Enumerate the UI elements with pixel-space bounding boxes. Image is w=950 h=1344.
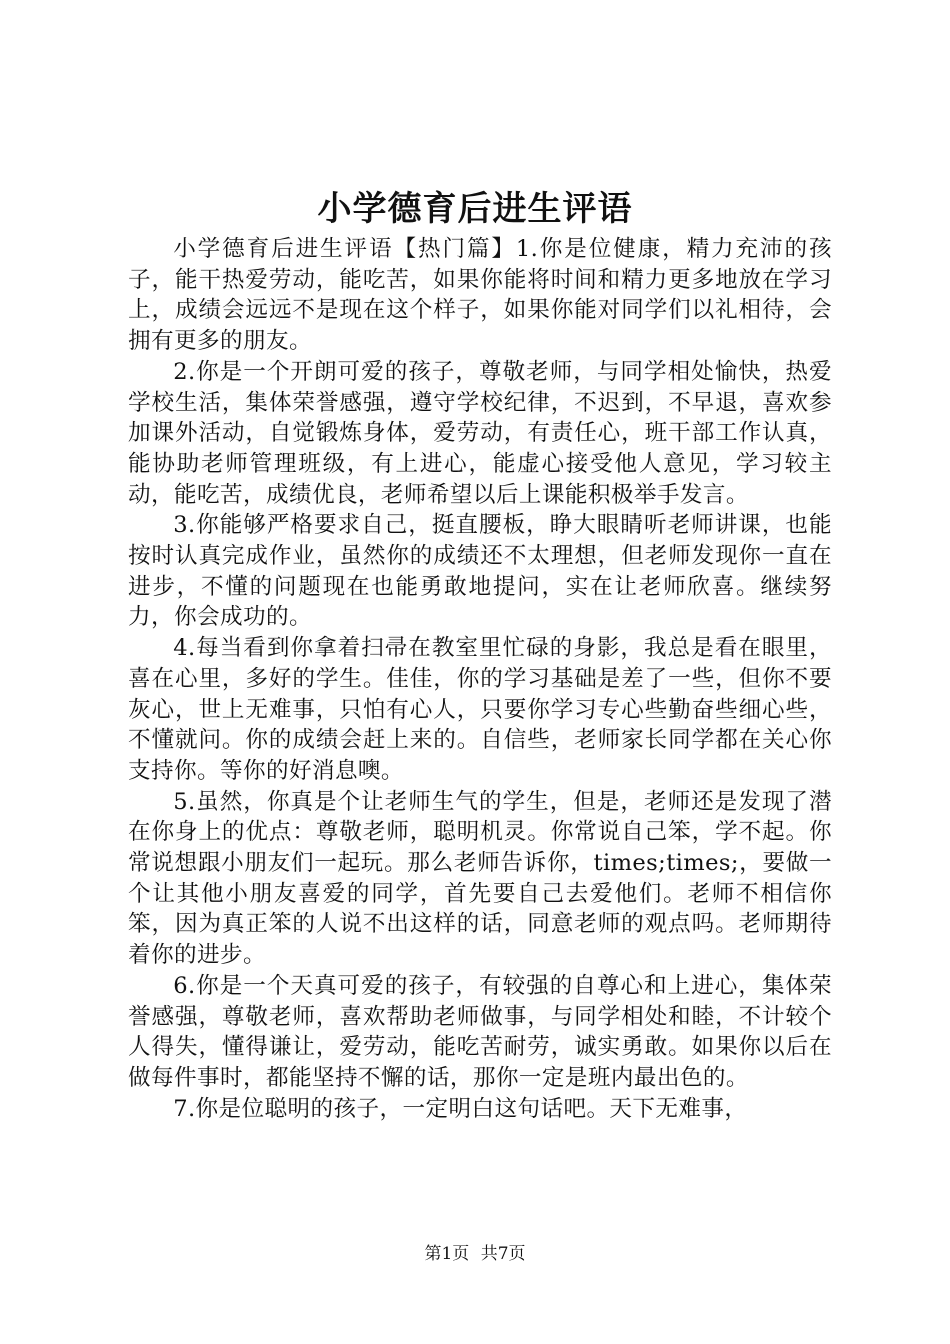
page-footer: [0, 1242, 950, 1266]
paragraph-7: 7.你是位聪明的孩子，一定明白这句话吧。天下无难事，: [173, 1095, 748, 1122]
paragraph-1: 小学德育后进生评语【热门篇】1.你是位健康，精力充沛的孩子，能干热爱劳动，能吃苦，如果你能将时间和精力更多地放在学习上，成绩会远远不是现在这个样子，如果你能对同学们以礼相待，会拥有更多的朋友。: [128, 236, 832, 355]
document-title: 小学德育后进生评语: [317, 189, 633, 229]
document-body: [128, 234, 832, 1124]
page-number: 第1页: [424, 1244, 470, 1264]
paragraph-4: 4.每当看到你拿着扫帚在教室里忙碌的身影，我总是看在眼里，喜在心里，多好的学生。佳佳，你的学习基础是差了一些，但你不要灰心，世上无难事，只怕有心人，只要你学习专心些勤奋些细心些，不懂就问。你的成绩会赶上来的。自信些，老师家长同学都在关心你支持你。等你的好消息噢。: [128, 635, 832, 784]
paragraph-6: 6.你是一个天真可爱的孩子，有较强的自尊心和上进心，集体荣誉感强，尊敬老师，喜欢帮助老师做事，与同学相处和睦，不计较个人得失，懂得谦让，爱劳动，能吃苦耐劳，诚实勇敢。如果你以后在做每件事时，都能坚持不懈的话，那你一定是班内最出色的。: [128, 972, 832, 1091]
paragraph-2: 2.你是一个开朗可爱的孩子，尊敬老师，与同学相处愉快，热爱学校生活，集体荣誉感强，遵守学校纪律，不迟到，不早退，喜欢参加课外活动，自觉锻炼身体，爱劳动，有责任心，班干部工作认真，能协助老师管理班级，有上进心，能虚心接受他人意见，学习较主动，能吃苦，成绩优良，老师希望以后上课能积极举手发言。: [128, 358, 832, 508]
paragraph-5: 5.虽然，你真是个让老师生气的学生，但是，老师还是发现了潜在你身上的优点：尊敬老师，聪明机灵。你常说自己笨，学不起。你常说想跟小朋友们一起玩。那么老师告诉你，times;times;，要做一个让其他小朋友喜爱的同学，首先要自己去爱他们。老师不相信你笨，因为真正笨的人说不出这样的话，同意老师的观点吗。老师期待着你的进步。: [128, 788, 832, 969]
page-total: 共7页: [480, 1244, 526, 1264]
paragraph-3: 3.你能够严格要求自己，挺直腰板，睁大眼睛听老师讲课，也能按时认真完成作业，虽然你的成绩还不太理想，但老师发现你一直在进步，不懂的问题现在也能勇敢地提问，实在让老师欣喜。继续努力，你会成功的。: [128, 512, 832, 631]
